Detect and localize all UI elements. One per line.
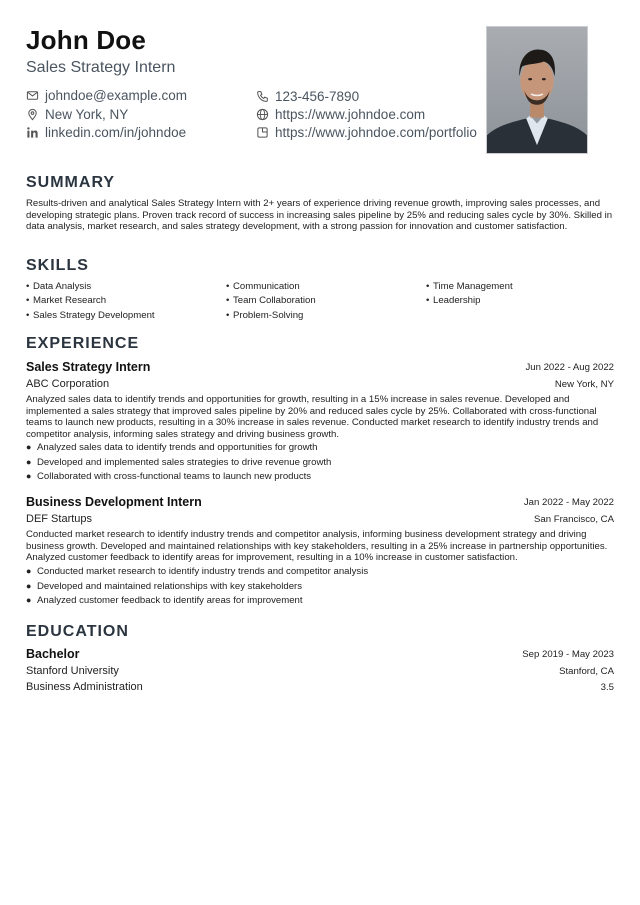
contact-linkedin[interactable] xyxy=(26,125,186,140)
globe-icon xyxy=(256,108,269,121)
job-bullet: ● Conducted market research to identify industry trends and competitor analysis xyxy=(26,566,369,577)
skill-item: • Problem-Solving xyxy=(226,310,304,321)
job-company: ABC Corporation xyxy=(26,378,110,390)
contact-email[interactable] xyxy=(26,88,187,103)
portfolio-text: https://www.johndoe.com/portfolio xyxy=(275,125,477,140)
skill-item: • Leadership xyxy=(426,295,481,306)
skill-item: • Market Research xyxy=(26,295,107,306)
summary-text: Results-driven and analytical Sales Strategy Intern with 2+ years of experience driving revenue growth, improving sales processes, and developing strategic plans. Proven track record of success in increasing sales pipeline by 25% and reducing sales cycle by 30%. Skilled in data analysis, market research, and sales strategy development, with a strong passion for innovation and customer satisfaction. xyxy=(26,198,613,232)
job-company: DEF Startups xyxy=(26,513,93,525)
candidate-name: John Doe xyxy=(26,25,147,55)
skill-item: • Time Management xyxy=(426,281,513,292)
linkedin-text: linkedin.com/in/johndoe xyxy=(45,125,187,140)
job-description: Analyzed sales data to identify trends and opportunities for growth, resulting in a 15% increase in sales revenue. Developed and implemented a sales strategy that improved sales pipeline by 20% and reduced sales cycle by 25%. Collaborated with cross-functional teams to launch new products, resulting in a 30% increase in sales revenue. Conducted market research to identify industry trends and competitor analysis, informing sales strategy and driving business growth. xyxy=(26,394,599,440)
skills-heading: SKILLS xyxy=(26,257,89,274)
summary-heading: SUMMARY xyxy=(26,174,116,191)
job-dates: Jan 2022 - May 2022 xyxy=(523,497,614,508)
job-title: Sales Strategy Intern xyxy=(26,360,151,374)
mail-icon xyxy=(26,89,39,102)
skills-list xyxy=(26,281,614,325)
contact-phone[interactable] xyxy=(256,89,359,104)
contact-location xyxy=(26,107,128,122)
job-location: New York, NY xyxy=(554,379,614,390)
job-bullet: ● Analyzed customer feedback to identify areas for improvement xyxy=(26,595,303,606)
job-description: Conducted market research to identify industry trends and competitor analysis, informing business development strategy and driving business growth. Developed and maintained relationships with key stakeholders, resulting in a 25% increase in partnership opportunities. Analyzed customer feedback to identify areas for improvement, resulting in a 10% increase in customer satisfaction. xyxy=(26,529,608,563)
education-heading: EDUCATION xyxy=(26,623,129,640)
education-location: Stanford, CA xyxy=(559,666,614,677)
profile-photo xyxy=(486,26,588,154)
phone-text: 123-456-7890 xyxy=(275,89,360,104)
linkedin-icon xyxy=(26,126,39,139)
contact-portfolio[interactable] xyxy=(256,125,477,140)
job-bullet: ● Developed and implemented sales strategies to drive revenue growth xyxy=(26,457,332,468)
skill-item: • Data Analysis xyxy=(26,281,92,292)
experience-heading: EXPERIENCE xyxy=(26,335,140,352)
education-school: Stanford University xyxy=(26,665,119,677)
website-text: https://www.johndoe.com xyxy=(275,107,426,122)
email-text: johndoe@example.com xyxy=(45,88,188,103)
job-title: Business Development Intern xyxy=(26,495,202,509)
candidate-role: Sales Strategy Intern xyxy=(26,59,176,76)
phone-icon xyxy=(256,90,269,103)
job-location: San Francisco, CA xyxy=(534,514,614,525)
job-bullet: ● Analyzed sales data to identify trends and opportunities for growth xyxy=(26,442,318,453)
location-text: New York, NY xyxy=(45,107,129,122)
skill-item: • Sales Strategy Development xyxy=(26,310,155,321)
contact-website[interactable] xyxy=(256,107,425,122)
skill-item: • Team Collaboration xyxy=(226,295,316,306)
map-pin-icon xyxy=(26,108,39,121)
skill-item: • Communication xyxy=(226,281,300,292)
job-dates: Jun 2022 - Aug 2022 xyxy=(525,362,614,373)
resume-page xyxy=(26,0,614,905)
education-dates: Sep 2019 - May 2023 xyxy=(522,649,614,660)
education-degree: Bachelor xyxy=(26,647,80,661)
job-bullet: ● Developed and maintained relationships with key stakeholders xyxy=(26,581,303,592)
education-field: Business Administration xyxy=(26,681,143,693)
job-bullet: ● Collaborated with cross-functional teams to launch new products xyxy=(26,471,312,482)
portfolio-icon xyxy=(256,126,269,139)
education-gpa: 3.5 xyxy=(600,682,614,693)
